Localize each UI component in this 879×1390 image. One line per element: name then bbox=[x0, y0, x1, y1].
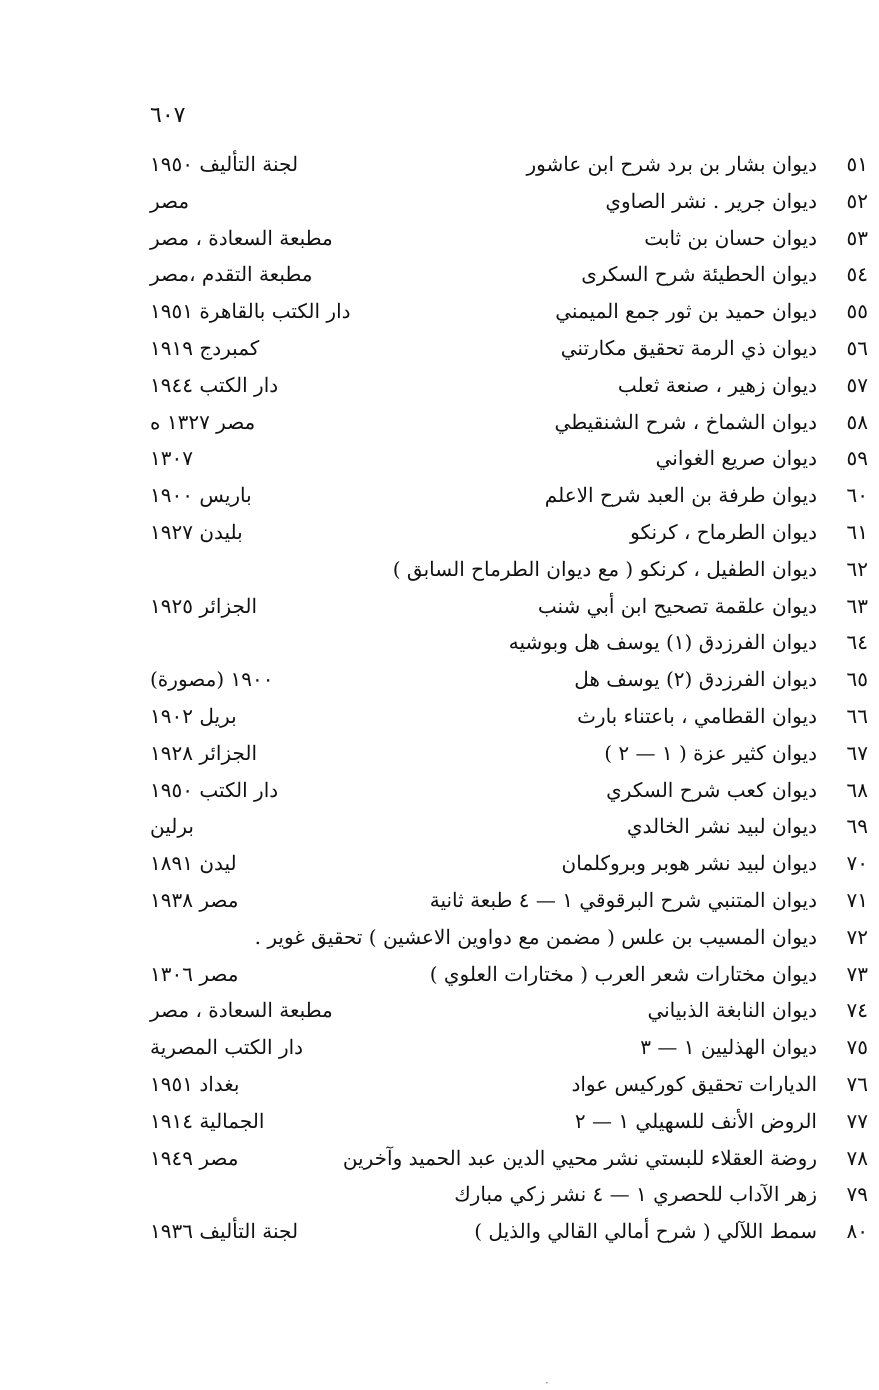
entry-title: ديوان الفرزدق (٢) يوسف هل bbox=[574, 667, 817, 692]
list-item bbox=[0, 882, 879, 919]
entry-number: ٥٥ bbox=[846, 299, 868, 324]
entry-publication: دار الكتب ١٩٤٤ bbox=[150, 372, 279, 397]
entry-number: ٥٧ bbox=[846, 372, 868, 397]
list-item bbox=[0, 514, 879, 551]
list-item bbox=[0, 293, 879, 330]
list-item bbox=[0, 330, 879, 367]
entry-title: ديوان طرفة بن العبد شرح الاعلم bbox=[544, 483, 817, 508]
entry-number: ٦٢ bbox=[846, 556, 868, 581]
list-item bbox=[0, 256, 879, 293]
entry-publication: مصر ١٣٢٧ ه bbox=[150, 409, 256, 434]
entry-publication: بليدن ١٩٢٧ bbox=[150, 519, 243, 544]
entry-title: ديوان حسان بن ثابت bbox=[644, 225, 817, 250]
entry-publication: مطبعة السعادة ، مصر bbox=[150, 998, 333, 1023]
entry-number: ٧٤ bbox=[846, 998, 868, 1023]
entry-title: ديوان الطرماح ، كرنكو bbox=[630, 519, 817, 544]
entry-title: سمط اللآلي ( شرح أمالي القالي والذيل ) bbox=[474, 1219, 817, 1244]
entry-publication: مطبعة السعادة ، مصر bbox=[150, 225, 333, 250]
entry-number: ٧١ bbox=[846, 887, 868, 912]
entry-number: ٦٦ bbox=[846, 703, 868, 728]
list-item bbox=[0, 624, 879, 661]
list-item bbox=[0, 146, 879, 183]
list-item bbox=[0, 1029, 879, 1066]
entry-number: ٥٨ bbox=[846, 409, 868, 434]
entry-title: الروض الأنف للسهيلي ١ — ٢ bbox=[574, 1108, 817, 1133]
entry-title: ديوان جرير . نشر الصاوي bbox=[605, 188, 817, 213]
entry-title: ديوان الفرزدق (١) يوسف هل وبوشيه bbox=[508, 630, 817, 655]
entry-title: ديوان حميد بن ثور جمع الميمني bbox=[555, 299, 817, 324]
entry-number: ٨٠ bbox=[846, 1219, 868, 1244]
entry-title: زهر الآداب للحصري ١ — ٤ نشر زكي مبارك bbox=[454, 1182, 817, 1207]
entry-publication: دار الكتب ١٩٥٠ bbox=[150, 777, 279, 802]
list-item bbox=[0, 440, 879, 477]
entry-publication: مطبعة التقدم ،مصر bbox=[150, 262, 313, 287]
entry-number: ٧٥ bbox=[846, 1035, 868, 1060]
entry-title: ديوان زهير ، صنعة ثعلب bbox=[617, 372, 817, 397]
list-item bbox=[0, 1103, 879, 1140]
entry-title: ديوان مختارات شعر العرب ( مختارات العلوي ) bbox=[429, 961, 817, 986]
entry-title: ديوان الحطيئة شرح السكرى bbox=[581, 262, 817, 287]
entry-title: ديوان علقمة تصحيح ابن أبي شنب bbox=[537, 593, 817, 618]
entry-title: ديوان لبيد نشر الخالدي bbox=[626, 814, 817, 839]
list-item bbox=[0, 588, 879, 625]
entry-publication: لجنة التأليف ١٩٥٠ bbox=[150, 152, 299, 176]
entry-number: ٥٤ bbox=[846, 262, 868, 287]
entry-publication: دار الكتب بالقاهرة ١٩٥١ bbox=[150, 299, 351, 324]
entry-number: ٦٥ bbox=[846, 667, 868, 692]
list-item bbox=[0, 1066, 879, 1103]
entry-publication: باريس ١٩٠٠ bbox=[150, 483, 252, 508]
list-item bbox=[0, 1213, 879, 1250]
entry-number: ٧٢ bbox=[846, 924, 868, 949]
entry-title: ديوان المتنبي شرح البرقوقي ١ — ٤ طبعة ثانية bbox=[429, 887, 817, 912]
entry-publication: لجنة التأليف ١٩٣٦ bbox=[150, 1219, 299, 1244]
list-item bbox=[0, 1176, 879, 1213]
list-item bbox=[0, 772, 879, 809]
list-item bbox=[0, 183, 879, 220]
entry-publication: دار الكتب المصرية bbox=[150, 1035, 304, 1060]
entry-publication: مصر ١٩٤٩ bbox=[150, 1145, 239, 1170]
list-item bbox=[0, 551, 879, 588]
entry-title: الديارات تحقيق كوركيس عواد bbox=[571, 1071, 817, 1096]
entry-publication: مصر ١٣٠٦ bbox=[150, 961, 239, 986]
entry-title: ديوان صريع الغواني bbox=[655, 446, 817, 471]
entry-title: ديوان القطامي ، باعتناء بارث bbox=[577, 703, 817, 728]
entry-title: ديوان بشار بن برد شرح ابن عاشور bbox=[526, 152, 817, 176]
entry-number: ٥١ bbox=[846, 152, 868, 176]
entry-number: ٥٢ bbox=[846, 188, 868, 213]
entry-title: ديوان لبيد نشر هوبر وبروكلمان bbox=[561, 851, 817, 876]
entry-publication: ١٩٠٠ (مصورة) bbox=[150, 667, 274, 692]
entry-publication: مصر ١٩٣٨ bbox=[150, 887, 239, 912]
entry-number: ٦٨ bbox=[846, 777, 868, 802]
list-item bbox=[0, 661, 879, 698]
entry-publication: الجزائر ١٩٢٥ bbox=[150, 593, 258, 618]
entry-title: ديوان النابغة الذبياني bbox=[647, 998, 817, 1023]
list-item bbox=[0, 477, 879, 514]
entry-number: ٧٦ bbox=[846, 1071, 868, 1096]
entry-publication: ليدن ١٨٩١ bbox=[150, 851, 237, 876]
entry-number: ٥٩ bbox=[846, 446, 868, 471]
entry-publication: بغداد ١٩٥١ bbox=[150, 1071, 240, 1096]
entry-title: ديوان الهذليين ١ — ٣ bbox=[640, 1035, 817, 1060]
entry-number: ٦٤ bbox=[846, 630, 868, 655]
entry-publication: مصر bbox=[150, 188, 190, 213]
list-item bbox=[0, 919, 879, 956]
entry-title: ديوان الطفيل ، كرنكو ( مع ديوان الطرماح السابق ) bbox=[392, 556, 817, 581]
entry-publication: الجمالية ١٩١٤ bbox=[150, 1108, 265, 1133]
entry-title: ديوان كعب شرح السكري bbox=[606, 777, 817, 802]
entry-number: ٧٨ bbox=[846, 1145, 868, 1170]
entry-number: ٧٧ bbox=[846, 1108, 868, 1133]
list-item bbox=[0, 404, 879, 441]
entry-title: روضة العقلاء للبستي نشر محيي الدين عبد الحميد وآخرين bbox=[342, 1145, 817, 1170]
list-item bbox=[0, 845, 879, 882]
entry-publication: ١٣٠٧ bbox=[150, 446, 193, 471]
list-item bbox=[0, 956, 879, 993]
entry-publication: بريل ١٩٠٢ bbox=[150, 703, 237, 728]
bibliography-list bbox=[0, 146, 879, 1250]
entry-number: ٦٩ bbox=[846, 814, 868, 839]
list-item bbox=[0, 698, 879, 735]
entry-number: ٦٧ bbox=[846, 740, 868, 765]
entry-number: ٧٠ bbox=[846, 851, 868, 876]
entry-number: ٧٩ bbox=[846, 1182, 868, 1207]
entry-title: ديوان الشماخ ، شرح الشنقيطي bbox=[554, 409, 817, 434]
footer-mark: · bbox=[545, 1376, 549, 1390]
list-item bbox=[0, 367, 879, 404]
entry-title: ديوان المسيب بن علس ( مضمن مع دواوين الاعشين ) تحقيق غوير . bbox=[254, 924, 817, 949]
page-number: ٦٠٧ bbox=[150, 103, 186, 128]
entry-number: ٥٦ bbox=[846, 335, 868, 360]
entry-publication: الجزائر ١٩٢٨ bbox=[150, 740, 258, 765]
entry-title: ديوان كثير عزة ( ١ — ٢ ) bbox=[604, 740, 817, 765]
list-item bbox=[0, 220, 879, 257]
entry-number: ٦١ bbox=[846, 519, 868, 544]
list-item bbox=[0, 735, 879, 772]
entry-number: ٥٣ bbox=[846, 225, 868, 250]
list-item bbox=[0, 1140, 879, 1177]
entry-publication: برلين bbox=[150, 814, 194, 839]
entry-publication: كمبردج ١٩١٩ bbox=[150, 335, 260, 360]
entry-number: ٦٣ bbox=[846, 593, 868, 618]
list-item bbox=[0, 808, 879, 845]
list-item bbox=[0, 992, 879, 1029]
entry-title: ديوان ذي الرمة تحقيق مكارتني bbox=[560, 335, 817, 360]
entry-number: ٧٣ bbox=[846, 961, 868, 986]
entry-number: ٦٠ bbox=[846, 483, 868, 508]
